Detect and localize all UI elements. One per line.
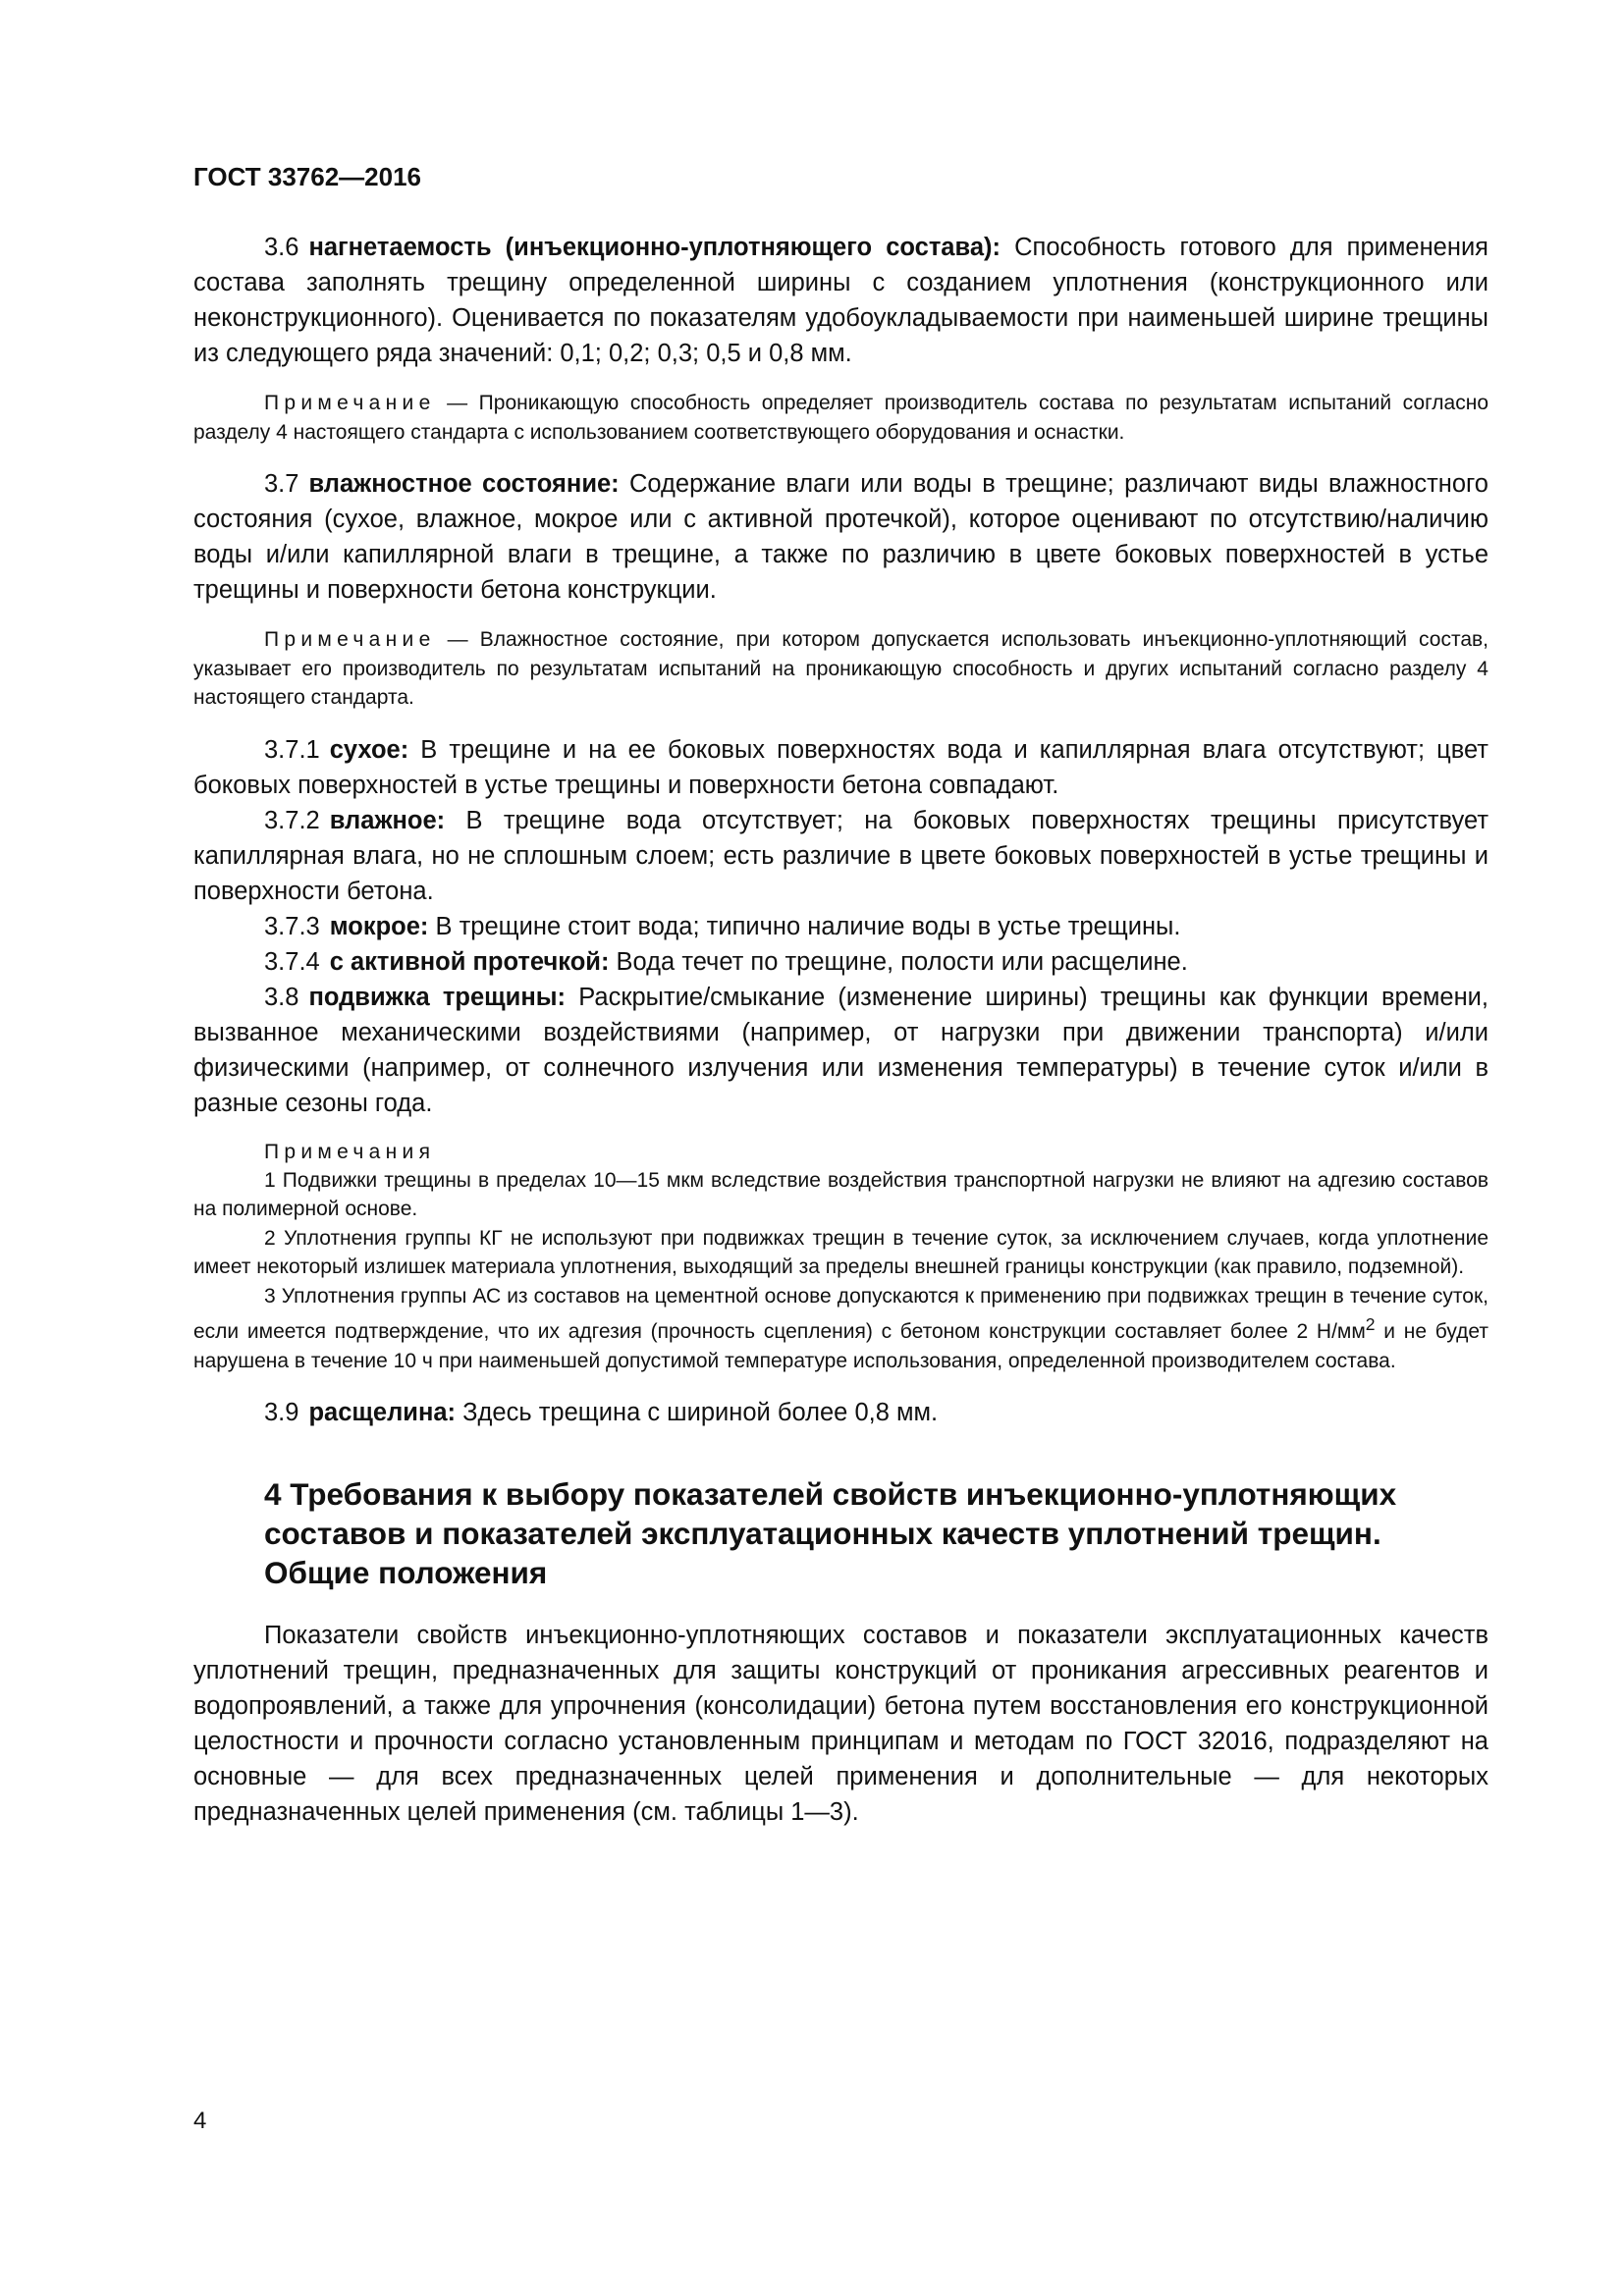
notes-heading: Примечания xyxy=(264,1140,436,1163)
clause-term: сухое: xyxy=(329,735,409,764)
clause-3-8 xyxy=(193,980,1488,1121)
section-4-title xyxy=(193,1474,1488,1592)
note-label: Примечание xyxy=(264,392,436,414)
clause-3-7-4 xyxy=(193,944,1488,980)
clause-term: влажностное состояние: xyxy=(308,470,620,498)
section-title-line: Общие положения xyxy=(264,1555,548,1590)
clause-text: В трещине вода отсутствует; на боковых поверхностях трещины присутствует капиллярная влага, но не сплошным слоем; есть различие в цвете боковых поверхностей в устье трещины и поверхности бетона. xyxy=(193,806,1488,905)
clause-text: Здесь трещина с шириной более 0,8 мм. xyxy=(456,1399,939,1426)
clause-3-7-2 xyxy=(193,803,1488,909)
note-3-8-2: 2 Уплотнения группы КГ не используют при подвижках трещин в течение суток, за исключением случаев, когда уплотнение имеет некоторый излишек материала уплотнения, выходящий за пределы внешней границы конструкции (как правило, подземной). xyxy=(193,1226,1488,1278)
note-3-6 xyxy=(193,389,1488,447)
clause-3-9 xyxy=(193,1395,1488,1430)
page-number: 4 xyxy=(193,2108,207,2134)
clause-number: 3.7.3 xyxy=(264,912,320,940)
clause-3-6 xyxy=(193,230,1488,371)
note-text: — Влажностное состояние, при котором допускается использовать инъекционно-уплотняющий состав, указывает его производитель по результатам испытаний на проникающую способность и других испытаний согласно разделу 4 настоящего стандарта. xyxy=(193,628,1488,709)
section-title-line: составов и показателей эксплуатационных качеств уплотнений трещин. xyxy=(264,1516,1381,1551)
clause-number: 3.6 xyxy=(264,234,299,261)
clause-term: расщелина: xyxy=(308,1399,457,1426)
clause-text: В трещине стоит вода; типично наличие воды в устье трещины. xyxy=(428,912,1181,940)
clause-text: Раскрытие/смыкание (изменение ширины) трещины как функции времени, вызванное механическими воздействиями (например, от нагрузки при движении транспорта) и/или физическими (например, от солнечного излучения или изменения температуры) в течение суток и/или в разные сезоны года. xyxy=(193,983,1489,1117)
clause-term: с активной протечкой: xyxy=(329,947,610,976)
section-4-body: Показатели свойств инъекционно-уплотняющих составов и показатели эксплуатационных качеств уплотнений трещин, предназначенных для защиты конструкций от проникания агрессивных реагентов и водопроявлений, а также для упрочнения (консолидации) бетона путем восстановления его конструкционной целостности и прочности согласно установленным принципам и методам по ГОСТ 32016, подразделяют на основные — для всех предназначенных целей применения и дополнительные — для некоторых предназначенных целей применения (см. таблицы 1—3). xyxy=(193,1622,1488,1826)
superscript: 2 xyxy=(1365,1314,1376,1334)
note-text: 3 Уплотнения группы АС из составов на цементной основе допускаются к применению при подвижках трещин в течение суток, если имеется подтверждение, что их адгезия (прочность сцепления) с бетоном конструкции составляет более 2 Н/мм xyxy=(193,1284,1488,1343)
clause-text: Способность готового для применения состава заполнять трещину определенной ширины с созданием уплотнения (конструкционного или неконструкционного). Оценивается по показателям удобоукладываемости при наименьшей ширине трещины из следующего ряда значений: 0,1; 0,2; 0,3; 0,5 и 0,8 мм. xyxy=(193,234,1488,367)
clause-term: нагнетаемость (инъекционно-уплотняющего состава): xyxy=(308,234,1001,261)
note-text: — Проникающую способность определяет производитель состава по результатам испытаний согласно разделу 4 настоящего стандарта с использованием соответствующего оборудования и оснастки. xyxy=(193,392,1488,444)
clause-text: В трещине и на ее боковых поверхностях вода и капиллярная влага отсутствуют; цвет боковых поверхностей в устье трещины и поверхности бетона совпадают. xyxy=(193,735,1488,799)
clause-3-7 xyxy=(193,466,1488,608)
clause-number: 3.9 xyxy=(264,1399,299,1426)
note-3-8-3 xyxy=(193,1282,1488,1376)
clause-number: 3.7.2 xyxy=(264,806,320,834)
note-3-7 xyxy=(193,625,1488,713)
standard-code-header: ГОСТ 33762—2016 xyxy=(193,162,421,191)
clause-number: 3.8 xyxy=(264,983,299,1011)
clause-term: мокрое: xyxy=(329,912,429,940)
clause-number: 3.7.4 xyxy=(264,947,320,976)
section-title-line: 4 Требования к выбору показателей свойств инъекционно-уплотняющих xyxy=(264,1476,1397,1512)
note-3-8-1: 1 Подвижки трещины в пределах 10—15 мкм вследствие воздействия транспортной нагрузки не влияют на адгезию составов на полимерной основе. xyxy=(193,1168,1488,1220)
clause-text: Содержание влаги или воды в трещине; различают виды влажностного состояния (сухое, влажное, мокрое или с активной протечкой), которое оценивают по отсутствию/наличию воды и/или капиллярной влаги в трещине, а также по различию в цвете боковых поверхностей в устье трещины и поверхности бетона конструкции. xyxy=(193,470,1488,604)
clause-3-7-3 xyxy=(193,909,1488,944)
clause-number: 3.7 xyxy=(264,470,299,498)
clause-term: влажное: xyxy=(329,806,446,834)
clause-text: Вода течет по трещине, полости или расщелине. xyxy=(609,947,1188,976)
clause-term: подвижка трещины: xyxy=(308,983,566,1011)
clause-number: 3.7.1 xyxy=(264,735,320,764)
note-text: и не будет нарушена в течение 10 ч при наименьшей допустимой температуре использования, определенной производителем состава. xyxy=(193,1320,1488,1372)
clause-3-7-1 xyxy=(193,732,1488,803)
note-label: Примечание xyxy=(264,628,436,651)
